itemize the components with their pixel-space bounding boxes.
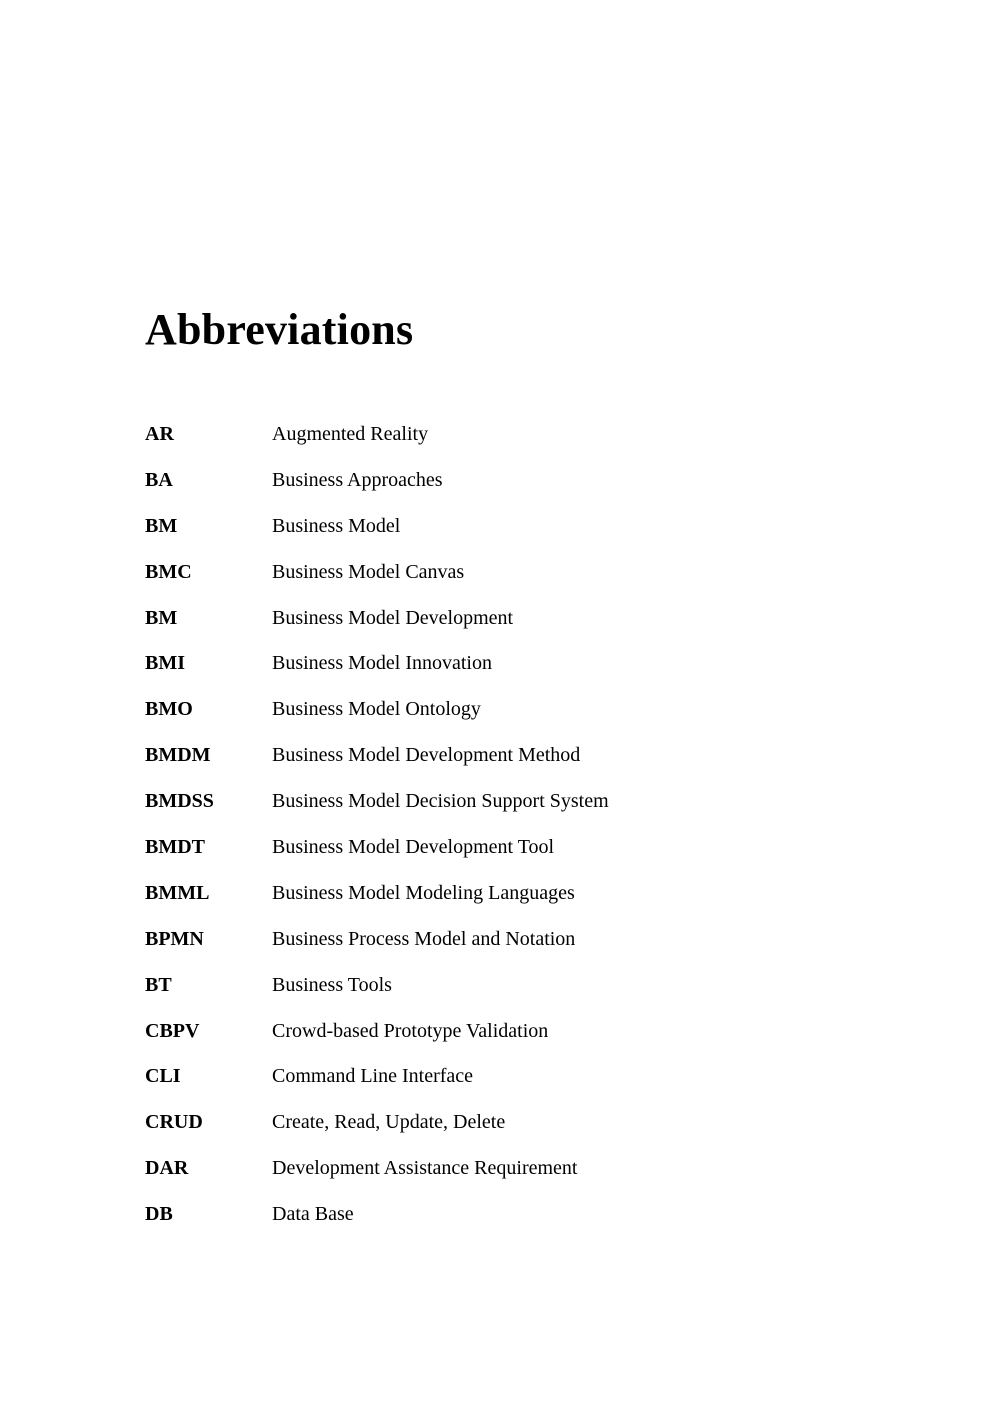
abbreviation-definition: Create, Read, Update, Delete: [272, 1111, 506, 1134]
abbreviation-row: [145, 878, 845, 924]
abbreviation-term: BPMN: [145, 927, 204, 950]
abbreviation-row: [145, 1061, 845, 1107]
abbreviation-definition: Business Model Decision Support System: [272, 790, 609, 813]
abbreviation-term: AR: [145, 423, 174, 445]
abbreviation-term: BMDT: [145, 836, 205, 859]
abbreviation-term: BT: [145, 973, 172, 996]
abbreviation-list: [145, 419, 845, 1245]
abbreviation-term: CLI: [145, 1065, 181, 1088]
abbreviation-row: [145, 1016, 845, 1062]
abbreviation-definition: Business Model: [272, 514, 401, 537]
abbreviation-term: CRUD: [145, 1111, 203, 1134]
abbreviation-row: [145, 924, 845, 970]
abbreviation-row: [145, 465, 845, 511]
abbreviation-term: BMDM: [145, 744, 211, 767]
abbreviation-term: DAR: [145, 1157, 189, 1180]
abbreviation-definition: Business Process Model and Notation: [272, 927, 576, 950]
abbreviation-term: BMI: [145, 652, 185, 675]
abbreviation-definition: Business Approaches: [272, 468, 443, 491]
abbreviation-term: BM: [145, 606, 178, 629]
abbreviation-definition: Command Line Interface: [272, 1065, 474, 1088]
abbreviation-definition: Data Base: [272, 1203, 354, 1226]
abbreviation-term: DB: [145, 1203, 173, 1226]
abbreviation-row: [145, 557, 845, 603]
abbreviation-definition: Augmented Reality: [272, 423, 429, 445]
abbreviation-term: BMC: [145, 560, 192, 583]
abbreviation-definition: Business Model Development Tool: [272, 836, 555, 859]
abbreviation-term: BMML: [145, 881, 210, 904]
abbreviation-term: BM: [145, 514, 178, 537]
abbreviation-definition: Business Model Modeling Languages: [272, 881, 575, 904]
page-title: Abbreviations: [145, 305, 414, 354]
abbreviation-row: [145, 511, 845, 557]
abbreviation-row: [145, 740, 845, 786]
abbreviation-row: [145, 419, 845, 465]
abbreviation-row: [145, 1153, 845, 1199]
abbreviation-row: [145, 694, 845, 740]
abbreviation-term: BA: [145, 468, 173, 491]
abbreviation-term: CBPV: [145, 1019, 200, 1042]
abbreviation-row: [145, 1107, 845, 1153]
abbreviation-row: [145, 1199, 845, 1245]
abbreviation-row: [145, 786, 845, 832]
abbreviation-term: BMO: [145, 698, 193, 721]
abbreviation-row: [145, 970, 845, 1016]
abbreviation-definition: Business Model Development Method: [272, 744, 581, 767]
abbreviation-row: [145, 832, 845, 878]
abbreviation-definition: Crowd-based Prototype Validation: [272, 1019, 549, 1042]
abbreviation-row: [145, 603, 845, 649]
abbreviation-term: BMDSS: [145, 790, 214, 813]
abbreviation-definition: Business Model Ontology: [272, 698, 481, 721]
abbreviation-definition: Business Model Canvas: [272, 560, 465, 583]
abbreviation-row: [145, 648, 845, 694]
abbreviation-definition: Business Tools: [272, 973, 392, 996]
abbreviation-definition: Business Model Development: [272, 606, 514, 629]
abbreviation-definition: Business Model Innovation: [272, 652, 492, 675]
abbreviation-definition: Development Assistance Requirement: [272, 1157, 578, 1180]
